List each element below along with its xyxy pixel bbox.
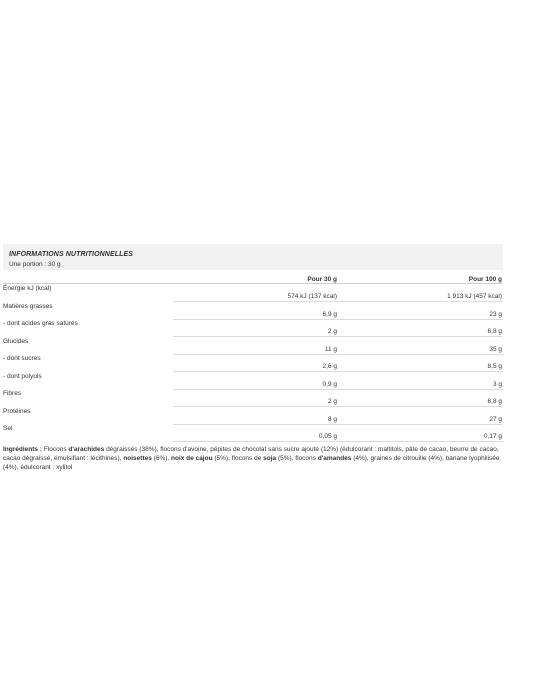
ingredients-segment: dégraissés (38%), flocons d'avoine, pépites de chocolat sans sucre ajouté (12%) (édulcorant : maltitols, pâte de cacao, beurre de cacao, cacao dégraissé, émulsifiant : lécithines), <box>3 446 499 462</box>
value-per-100g: 23 g <box>338 302 503 320</box>
nutrient-label: - dont polyols <box>3 372 42 380</box>
portion-size: Une portion : 30 g <box>9 261 61 268</box>
ingredients-text <box>3 445 501 472</box>
allergen-almond: d'amandes <box>317 455 352 462</box>
table-row <box>3 319 503 337</box>
value-per-100g: 0,17 g <box>338 424 503 442</box>
nutrient-label: - dont sucres <box>3 355 41 362</box>
ingredients-segment: (5%), flocons <box>276 455 318 462</box>
ingredients-segment: (4%), graines de citrouille (4%), banane lyophilisée (4%), édulcorant : xylitol <box>3 455 500 471</box>
table-row <box>3 424 503 442</box>
nutrient-label: Matières grasses <box>3 302 53 310</box>
ingredients-segment: (5%), flocons de <box>212 455 264 462</box>
table-row <box>3 337 503 355</box>
value-per-portion: 8 g <box>173 407 338 425</box>
value-per-100g: 6,8 g <box>338 319 503 337</box>
column-header-per-100g: Pour 100 g <box>338 270 503 284</box>
nutrient-label: Glucides <box>3 337 29 345</box>
ingredients-segment: (6%), <box>151 455 172 462</box>
ingredients-segment: Ingrédients : <box>3 446 44 453</box>
value-per-portion: 2 g <box>173 389 338 407</box>
value-per-portion: 0,9 g <box>173 372 338 390</box>
value-per-100g: 6,8 g <box>338 389 503 407</box>
table-row <box>3 284 503 302</box>
table-row <box>3 354 503 372</box>
column-header-nutrient <box>3 270 173 284</box>
value-per-portion: 2 g <box>173 319 338 337</box>
value-per-100g: 35 g <box>338 337 503 355</box>
nutrition-panel <box>3 244 503 472</box>
value-per-100g: 1 913 kJ (457 kcal) <box>338 284 503 302</box>
value-per-100g: 27 g <box>338 407 503 425</box>
allergen-peanut: d'arachides <box>68 446 105 453</box>
value-per-portion: 6,9 g <box>173 302 338 320</box>
value-per-100g: 8,5 g <box>338 354 503 372</box>
nutrient-label: Protéines <box>3 407 31 415</box>
table-row <box>3 407 503 425</box>
table-row <box>3 302 503 320</box>
allergen-hazelnut: noisettes <box>123 455 152 462</box>
nutrient-label: Sel <box>3 425 13 432</box>
nutrition-title: INFORMATIONS NUTRITIONNELLES <box>9 251 133 258</box>
table-row <box>3 389 503 407</box>
value-per-portion: 2,6 g <box>173 354 338 372</box>
column-header-per-portion: Pour 30 g <box>173 270 338 284</box>
nutrition-header <box>3 244 503 270</box>
value-per-portion: 574 kJ (137 kcal) <box>173 284 338 302</box>
allergen-soy: soja <box>263 455 277 462</box>
table-header-row <box>3 270 503 284</box>
nutrition-table <box>3 270 503 442</box>
value-per-100g: 3 g <box>338 372 503 390</box>
value-per-portion: 0,05 g <box>173 424 338 442</box>
allergen-cashew: noix de cajou <box>171 455 213 462</box>
nutrient-label: - dont acides gras saturés <box>3 320 78 327</box>
ingredients-segment: Flocons <box>43 446 69 453</box>
value-per-portion: 11 g <box>173 337 338 355</box>
nutrient-label: Énergie kJ (kcal) <box>3 285 52 292</box>
nutrient-label: Fibres <box>3 390 22 397</box>
table-row <box>3 372 503 390</box>
